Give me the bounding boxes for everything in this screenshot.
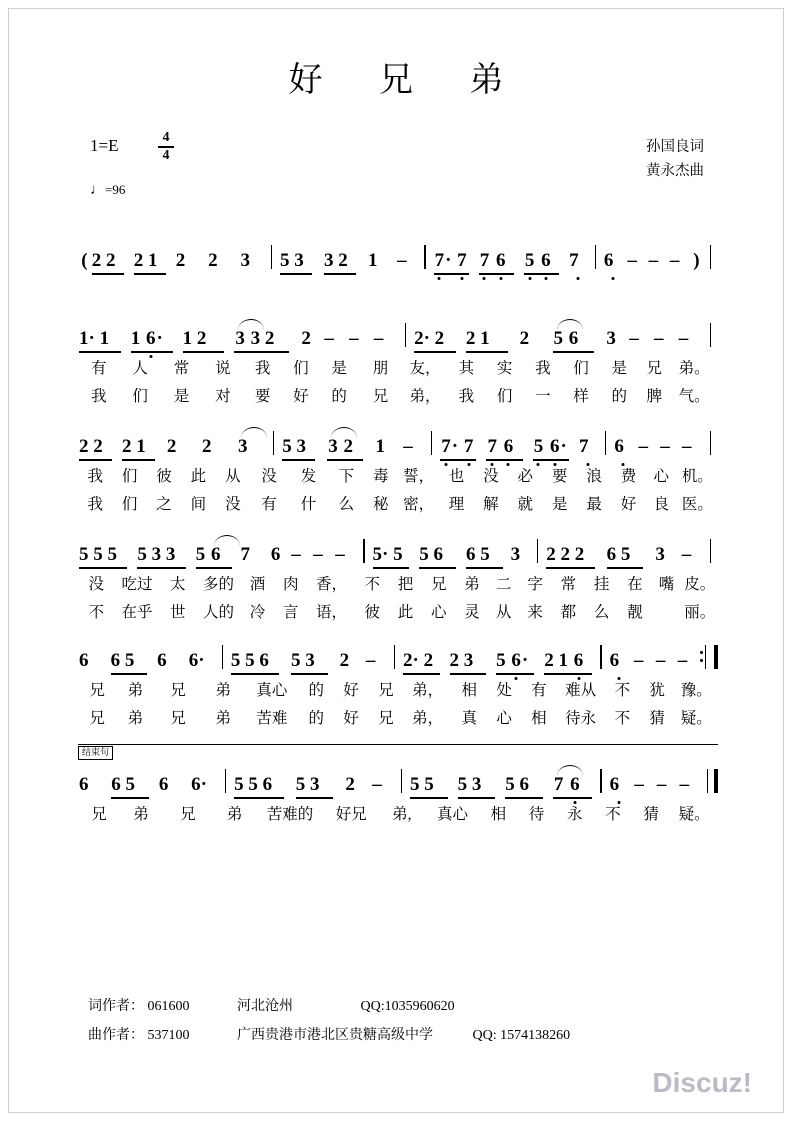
footer-line-composer (88, 1024, 570, 1044)
lyric-line-1: 兄 弟 兄 弟 真心 的 好 兄 弟， 相 处 有 难从 不 犹 豫。 (89, 682, 712, 699)
footer-lyricist-code: 061600 (147, 999, 190, 1014)
key-signature (90, 136, 118, 156)
footer-composer-place: 广西贵港市港北区贵糖高级中学 (237, 1028, 433, 1043)
credits (646, 136, 704, 184)
lyric-line-2: 不 在乎 世 人的 冷 言 语， 彼 此 心 灵 从 来 都 么 靓 丽。 (88, 604, 716, 621)
coda-rule (78, 744, 718, 745)
note-row: 5 5 5 5 3 3 5 6 7 6 – – – 5· 5 5 6 6 5 3 2 2 2 6 5 3 – (78, 526, 718, 566)
time-signature (155, 131, 177, 163)
footer-line-lyricist (88, 995, 455, 1015)
footer-composer-qq: QQ: 1574138260 (472, 1028, 571, 1043)
note-row: ( 2 2 2 1 2 2 3 5 3 3 2 1 – 7· 7 7 6 5 6 7 6 – – – ) (78, 232, 718, 272)
music-system-2 (78, 418, 718, 514)
footer-composer-code: 537100 (147, 1028, 190, 1043)
lyric-line-1: 兄 弟 兄 弟 苦难的 好兄 弟, 真心 相 待 永 不 猜 疑。 (91, 806, 710, 823)
credit-lyricist: 孙国良词 (646, 139, 704, 155)
music-system-3 (78, 526, 718, 622)
tempo-value: =96 (105, 182, 126, 197)
music-system-4 (78, 632, 718, 728)
lyric-line-1: 有 人 常 说 我 们 是 朋 友， 其 实 我 们 是 兄 弟。 (90, 360, 710, 377)
note-row: 6 6 5 6 6· 5 5 6 5 3 2 – 2· 2 2 3 5 6· 2 1 6 6 – – – (78, 632, 718, 672)
time-signature-numerator: 4 (162, 130, 170, 145)
time-signature-denominator: 4 (162, 147, 170, 163)
coda-label: 结束句 (78, 746, 113, 760)
lyric-line-2: 我 们 是 对 要 好 的 兄 弟， 我 们 一 样 的 脾 气。 (90, 388, 710, 405)
lyric-line-1: 我 们 彼 此 从 没 发 下 毒 誓， 也 没 必 要 浪 费 心 机。 (87, 468, 713, 485)
tempo-marking (90, 182, 125, 199)
watermark: Discuz! (652, 1067, 752, 1098)
music-system-1 (78, 310, 718, 406)
music-system-intro (78, 232, 718, 272)
footer-lyricist-place: 河北沧州 (237, 999, 293, 1014)
note-row: 2 2 2 1 2 2 3 5 3 3 2 1 – 7· 7 7 6 5 6· 7 6 – – – (78, 418, 718, 458)
page-title: 好 兄 弟 (288, 62, 528, 99)
lyric-line-2: 兄 弟 兄 弟 苦难 的 好 兄 弟， 真 心 相 待永 不 猜 疑。 (89, 710, 712, 727)
lyric-line-1: 没 吃过 太 多的 酒 肉 香， 不 把 兄 弟 二 字 常 挂 在 嘴 皮。 (88, 576, 716, 593)
key-signature-text: 1=E (90, 136, 119, 155)
footer-lyricist-qq: QQ:1035960620 (360, 999, 455, 1014)
footer-lyricist-label: 词作者： (88, 999, 144, 1014)
music-system-coda (78, 756, 718, 824)
quarter-note-icon: ♩ (90, 182, 105, 198)
note-row: 1· 1 1 6· 1 2 3 3 2 2 – – – 2· 2 2 1 2 5 6 3 – – – (78, 310, 718, 350)
lyric-line-2: 我 们 之 间 没 有 什 么 秘 密， 理 解 就 是 最 好 良 医。 (87, 496, 713, 513)
footer-composer-label: 曲作者： (88, 1028, 144, 1043)
credit-composer: 黄永杰曲 (646, 162, 704, 179)
note-row: 6 6 5 6 6· 5 5 6 5 3 2 – 5 5 5 3 5 6 7 6 6 – – – (78, 756, 718, 796)
